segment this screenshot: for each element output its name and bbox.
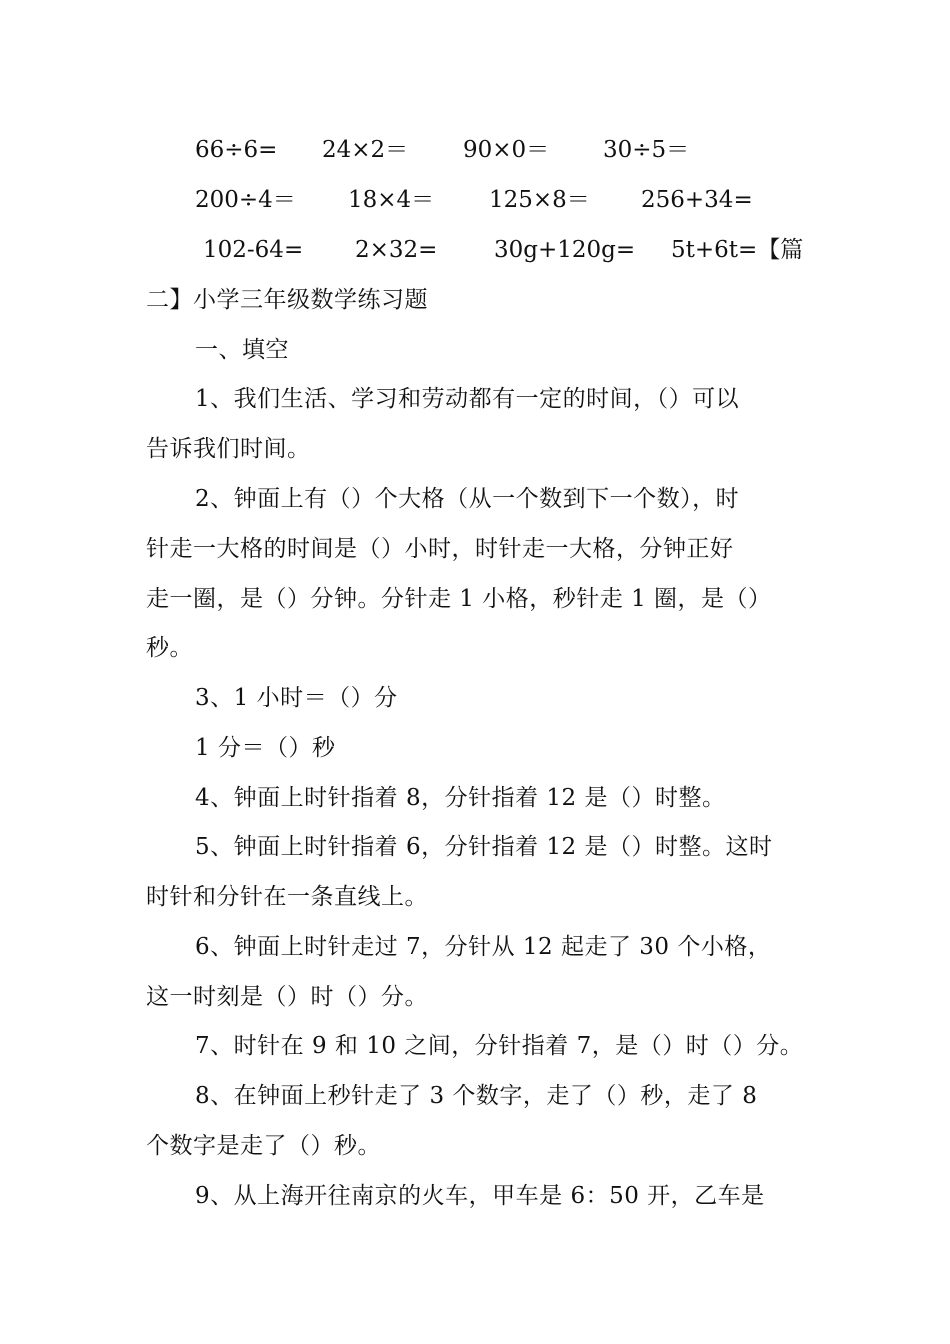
calc-item: 2×32= bbox=[355, 237, 438, 263]
question-4: 4、钟面上时针指着 8，分针指着 12 是（）时整。 bbox=[195, 785, 726, 811]
question-6-line-1: 6、钟面上时针走过 7，分针从 12 起走了 30 个小格， bbox=[195, 934, 772, 960]
question-9-line-1: 9、从上海开往南京的火车，甲车是 6：50 开，乙车是 bbox=[195, 1183, 765, 1209]
question-8-line-1: 8、在钟面上秒针走了 3 个数字，走了（）秒，走了 8 bbox=[195, 1083, 758, 1109]
calc-item: 125×8＝ bbox=[489, 187, 590, 213]
calc-item: 30÷5＝ bbox=[603, 137, 690, 163]
section-title: 二】小学三年级数学练习题 bbox=[146, 287, 428, 313]
calc-row-1 bbox=[0, 135, 950, 165]
calc-item: 90×0＝ bbox=[463, 137, 550, 163]
question-2-line-3: 走一圈，是（）分钟。分针走 1 小格，秒针走 1 圈，是（） bbox=[146, 586, 772, 612]
question-5-line-1: 5、钟面上时针指着 6，分针指着 12 是（）时整。这时 bbox=[195, 834, 773, 860]
calc-item: 24×2＝ bbox=[322, 137, 409, 163]
question-8-line-2: 个数字是走了（）秒。 bbox=[146, 1133, 381, 1159]
question-1-line-2: 告诉我们时间。 bbox=[146, 436, 311, 462]
question-3-line-2: 1 分＝（）秒 bbox=[195, 735, 336, 761]
question-5-line-2: 时针和分针在一条直线上。 bbox=[146, 884, 428, 910]
section-heading: 一、填空 bbox=[195, 337, 289, 363]
question-7: 7、时针在 9 和 10 之间，分针指着 7，是（）时（）分。 bbox=[195, 1033, 804, 1059]
calc-item: 66÷6= bbox=[195, 137, 278, 163]
calc-item: 256+34= bbox=[641, 187, 753, 213]
calc-item: 18×4＝ bbox=[348, 187, 435, 213]
question-1-line-1: 1、我们生活、学习和劳动都有一定的时间，（）可以 bbox=[195, 386, 740, 412]
question-2-line-2: 针走一大格的时间是（）小时，时针走一大格，分钟正好 bbox=[146, 536, 734, 562]
calc-item: 102-64= bbox=[203, 237, 304, 263]
calc-item: 30g+120g= bbox=[494, 237, 636, 263]
calc-item: 200÷4＝ bbox=[195, 187, 296, 213]
question-2-line-1: 2、钟面上有（）个大格（从一个数到下一个数），时 bbox=[195, 486, 740, 512]
calc-row-2 bbox=[0, 185, 950, 215]
question-2-line-4: 秒。 bbox=[146, 635, 193, 661]
question-3-line-1: 3、1 小时＝（）分 bbox=[195, 685, 398, 711]
question-6-line-2: 这一时刻是（）时（）分。 bbox=[146, 984, 428, 1010]
calc-item: 5t+6t=【篇 bbox=[671, 237, 804, 263]
calc-row-3 bbox=[0, 235, 950, 265]
